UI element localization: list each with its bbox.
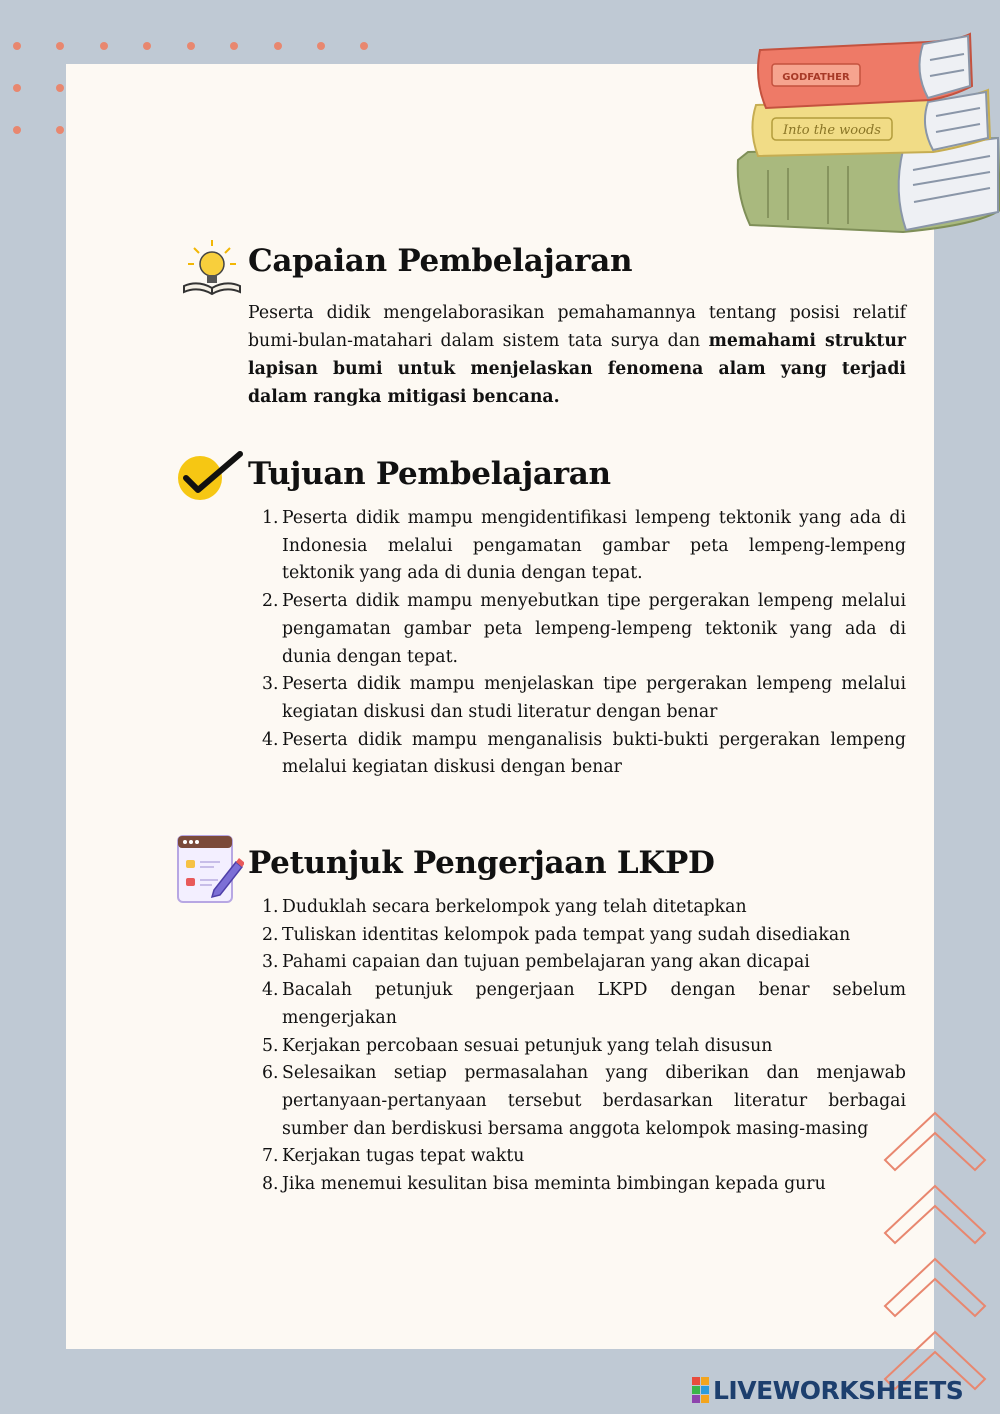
list-number: 6. bbox=[262, 1063, 279, 1084]
list-text: Bacalah petunjuk pengerjaan LKPD dengan benar sebelum mengerjakan bbox=[282, 980, 906, 1028]
capaian-paragraph bbox=[248, 299, 906, 411]
lightbulb-book-icon bbox=[180, 238, 244, 298]
list-text: Peserta didik mampu menganalisis bukti-bukti pergerakan lempeng melalui kegiatan diskusi dengan benar bbox=[282, 729, 906, 778]
tujuan-list bbox=[248, 505, 906, 782]
list-item bbox=[248, 1143, 906, 1171]
heading-tujuan-pembelajaran: Tujuan Pembelajaran bbox=[248, 456, 611, 492]
list-text: Kerjakan tugas tepat waktu bbox=[282, 1146, 525, 1167]
heading-petunjuk-pengerjaan: Petunjuk Pengerjaan LKPD bbox=[248, 845, 715, 881]
list-number: 7. bbox=[262, 1146, 279, 1167]
capaian-text-bold: memahami struktur lapisan bumi untuk menjelaskan fenomena alam yang terjadi dalam rangka mitigasi bencana. bbox=[248, 331, 906, 407]
list-text: Pahami capaian dan tujuan pembelajaran yang akan dicapai bbox=[282, 952, 810, 973]
list-text: Tuliskan identitas kelompok pada tempat yang sudah disediakan bbox=[282, 924, 851, 945]
list-item bbox=[248, 922, 906, 950]
list-item bbox=[248, 977, 906, 1032]
list-item bbox=[248, 505, 906, 588]
book-title-into-the-woods: Into the woods bbox=[783, 123, 881, 138]
list-number: 3. bbox=[262, 952, 279, 973]
list-item bbox=[248, 1060, 906, 1143]
liveworksheets-logo[interactable] bbox=[692, 1376, 963, 1404]
list-text: Kerjakan percobaan sesuai petunjuk yang telah disusun bbox=[282, 1035, 773, 1056]
list-item bbox=[248, 894, 906, 922]
capaian-text-plain: Peserta didik mengelaborasikan pemahamannya tentang posisi relatif bumi-bulan-matahari dalam sistem tata surya dan bbox=[248, 303, 906, 351]
list-number: 2. bbox=[262, 924, 279, 945]
list-number: 2. bbox=[262, 591, 279, 612]
list-number: 3. bbox=[262, 674, 279, 695]
list-item bbox=[248, 588, 906, 671]
checkmark-icon bbox=[174, 450, 246, 502]
list-item bbox=[248, 1171, 906, 1199]
list-number: 8. bbox=[262, 1174, 279, 1195]
list-item bbox=[248, 671, 906, 726]
stacked-books-icon bbox=[728, 20, 1000, 240]
list-text: Jika menemui kesulitan bisa meminta bimbingan kepada guru bbox=[282, 1174, 826, 1195]
list-item bbox=[248, 949, 906, 977]
brand-wordmark: LIVEWORKSHEETS bbox=[713, 1375, 964, 1405]
list-item bbox=[248, 727, 906, 782]
checklist-pencil-icon bbox=[174, 834, 244, 906]
list-text: Peserta didik mampu mengidentifikasi lempeng tektonik yang ada di Indonesia melalui pengamatan gambar peta lempeng-lempeng tektonik yang ada di dunia dengan tepat. bbox=[282, 508, 906, 584]
decorative-chevrons bbox=[880, 1105, 990, 1414]
list-text: Peserta didik mampu menjelaskan tipe pergerakan lempeng melalui kegiatan diskusi dan studi literatur dengan benar bbox=[282, 674, 906, 722]
list-number: 5. bbox=[262, 1035, 279, 1056]
petunjuk-list bbox=[248, 894, 906, 1199]
list-number: 1. bbox=[262, 897, 279, 917]
heading-capaian-pembelajaran: Capaian Pembelajaran bbox=[248, 243, 633, 279]
list-text: Peserta didik mampu menyebutkan tipe pergerakan lempeng melalui pengamatan gambar peta lempeng-lempeng tektonik yang ada di dunia dengan tepat. bbox=[282, 591, 906, 667]
brand-mark-icon bbox=[692, 1377, 709, 1403]
book-title-godfather: GODFATHER bbox=[782, 72, 850, 83]
list-text: Selesaikan setiap permasalahan yang diberikan dan menjawab pertanyaan-pertanyaan tersebut berdasarkan literatur berbagai sumber dan berdiskusi bersama anggota kelompok masing-masing bbox=[282, 1063, 906, 1139]
list-number: 1. bbox=[262, 508, 279, 528]
list-text: Duduklah secara berkelompok yang telah ditetapkan bbox=[282, 897, 747, 917]
list-number: 4. bbox=[262, 980, 279, 1001]
list-item bbox=[248, 1033, 906, 1061]
list-number: 4. bbox=[262, 729, 279, 750]
